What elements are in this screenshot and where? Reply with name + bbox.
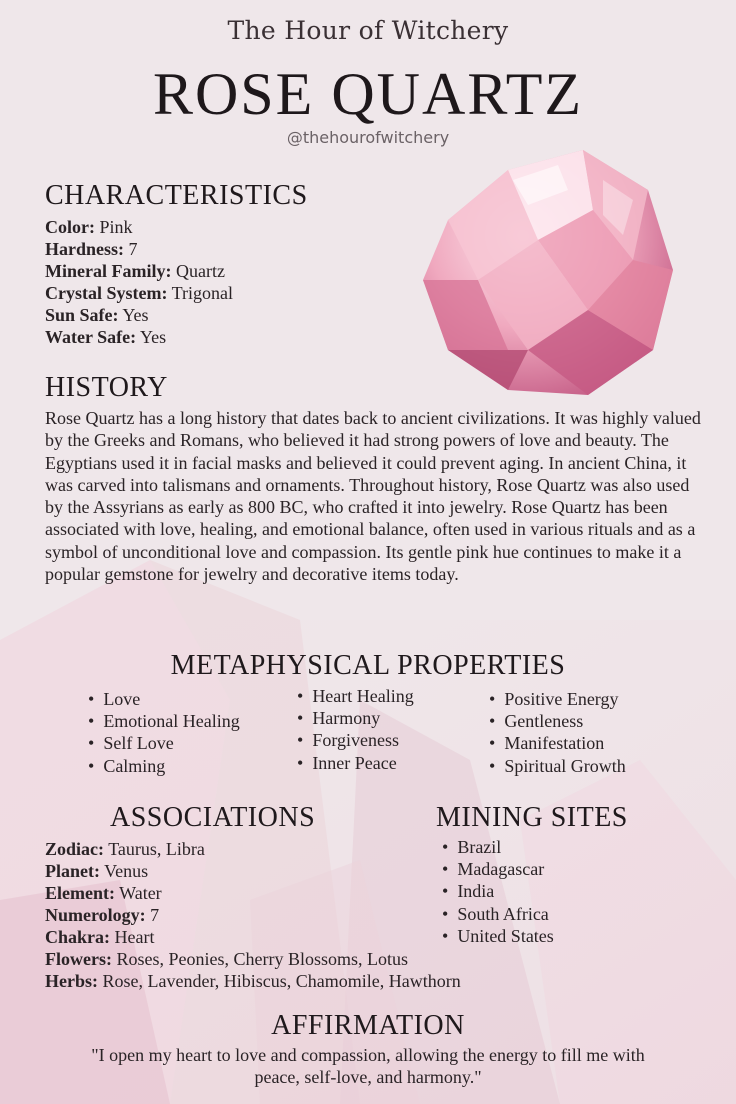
- association-row: [45, 838, 461, 860]
- characteristic-row-key: Sun Safe:: [45, 305, 119, 325]
- metaphysical-property-item: • Spiritual Growth: [489, 755, 626, 777]
- metaphysical-property-item: • Calming: [88, 755, 240, 777]
- mining-sites-heading: MINING SITES: [436, 802, 628, 833]
- association-row-value: Venus: [99, 861, 149, 881]
- metaphysical-property-item: • Forgiveness: [297, 729, 414, 751]
- association-row-key: Zodiac:: [45, 839, 105, 859]
- characteristics-list: [45, 216, 308, 348]
- metaphysical-properties-section: [0, 650, 736, 776]
- association-row: [45, 904, 461, 926]
- association-row-value: 7: [145, 905, 160, 925]
- association-row: [45, 882, 461, 904]
- characteristic-row-value: Quartz: [171, 261, 225, 281]
- associations-heading: ASSOCIATIONS: [110, 802, 316, 833]
- characteristic-row-value: 7: [124, 239, 138, 259]
- rose-quartz-crystal-illustration: [418, 150, 680, 402]
- mining-site-item: • United States: [442, 925, 554, 947]
- association-row: [45, 926, 461, 948]
- mining-site-item: • India: [442, 880, 554, 902]
- characteristic-row-key: Hardness:: [45, 239, 125, 259]
- association-row-value: Heart: [110, 927, 155, 947]
- association-row-value: Taurus, Libra: [104, 839, 205, 859]
- social-handle: @thehourofwitchery: [286, 128, 450, 147]
- metaphysical-property-item: • Manifestation: [489, 732, 626, 754]
- association-row-key: Flowers:: [45, 949, 112, 969]
- association-row: [45, 970, 461, 992]
- characteristic-row: [45, 260, 308, 282]
- mining-site-item: • South Africa: [442, 903, 554, 925]
- characteristic-row-key: Mineral Family:: [45, 261, 172, 281]
- metaphysical-property-item: • Heart Healing: [297, 685, 414, 707]
- associations-list: [45, 838, 461, 992]
- metaphysical-property-item: • Gentleness: [489, 710, 626, 732]
- association-row-key: Chakra:: [45, 927, 111, 947]
- metaphysical-property-item: • Positive Energy: [489, 688, 626, 710]
- characteristic-row-key: Color:: [45, 217, 95, 237]
- brand-name: The Hour of Witchery: [227, 16, 509, 45]
- characteristic-row: [45, 238, 308, 260]
- association-row-key: Planet:: [45, 861, 100, 881]
- page-title: ROSE QUARTZ: [152, 61, 584, 127]
- metaphysical-column-1: [88, 688, 240, 777]
- characteristic-row: [45, 282, 308, 304]
- history-paragraph: Rose Quartz has a long history that dates back to ancient civilizations. It was highly valued by the Greeks and Romans, who believed it had strong powers of love and beauty. The Egyptians used it in facial masks and believed it could prevent aging. In ancient China, it was carved into talismans and ornaments. Throughout history, Rose Quartz was also used by the Assyrians as early as 800 BC, who crafted it into jewelry. Rose Quartz has been associated with love, healing, and emotional balance, often used in various rituals and as a symbol of unconditional love and compassion. Its gentle pink hue continues to make it a popular gemstone for jewelry and decorative items today.: [45, 408, 701, 585]
- metaphysical-property-item: • Harmony: [297, 707, 414, 729]
- mining-site-item: • Brazil: [442, 836, 554, 858]
- history-section: [45, 372, 705, 585]
- metaphysical-column-3: [489, 688, 626, 777]
- mining-sites-section: [436, 802, 628, 946]
- association-row-value: Water: [114, 883, 162, 903]
- metaphysical-property-item: • Emotional Healing: [88, 710, 240, 732]
- metaphysical-properties-heading: METAPHYSICAL PROPERTIES: [170, 650, 566, 681]
- association-row-value: Rose, Lavender, Hibiscus, Chamomile, Hawthorn: [98, 971, 461, 991]
- association-row-key: Numerology:: [45, 905, 146, 925]
- affirmation-heading: AFFIRMATION: [271, 1010, 465, 1041]
- association-row-key: Element:: [45, 883, 115, 903]
- metaphysical-property-item: • Love: [88, 688, 240, 710]
- characteristic-row-key: Crystal System:: [45, 283, 168, 303]
- characteristic-row: [45, 326, 308, 348]
- characteristics-section: [45, 180, 308, 348]
- characteristic-row-value: Yes: [118, 305, 149, 325]
- characteristics-heading: CHARACTERISTICS: [45, 180, 308, 211]
- characteristic-row-value: Trigonal: [167, 283, 234, 303]
- affirmation-section: [0, 1010, 736, 1088]
- association-row: [45, 860, 461, 882]
- characteristic-row: [45, 304, 308, 326]
- history-heading: HISTORY: [45, 372, 168, 403]
- affirmation-quote: "I open my heart to love and compassion, allowing the energy to fill me with peace, self-love, and harmony.": [91, 1045, 645, 1087]
- mining-sites-list: [442, 836, 554, 947]
- metaphysical-property-item: • Self Love: [88, 732, 240, 754]
- metaphysical-property-item: • Inner Peace: [297, 752, 414, 774]
- association-row-key: Herbs:: [45, 971, 98, 991]
- characteristic-row: [45, 216, 308, 238]
- characteristic-row-value: Yes: [136, 327, 167, 347]
- characteristic-row-value: Pink: [94, 217, 133, 237]
- mining-site-item: • Madagascar: [442, 858, 554, 880]
- association-row-value: Roses, Peonies, Cherry Blossoms, Lotus: [111, 949, 408, 969]
- characteristic-row-key: Water Safe:: [45, 327, 137, 347]
- metaphysical-column-2: [297, 685, 414, 774]
- association-row: [45, 948, 461, 970]
